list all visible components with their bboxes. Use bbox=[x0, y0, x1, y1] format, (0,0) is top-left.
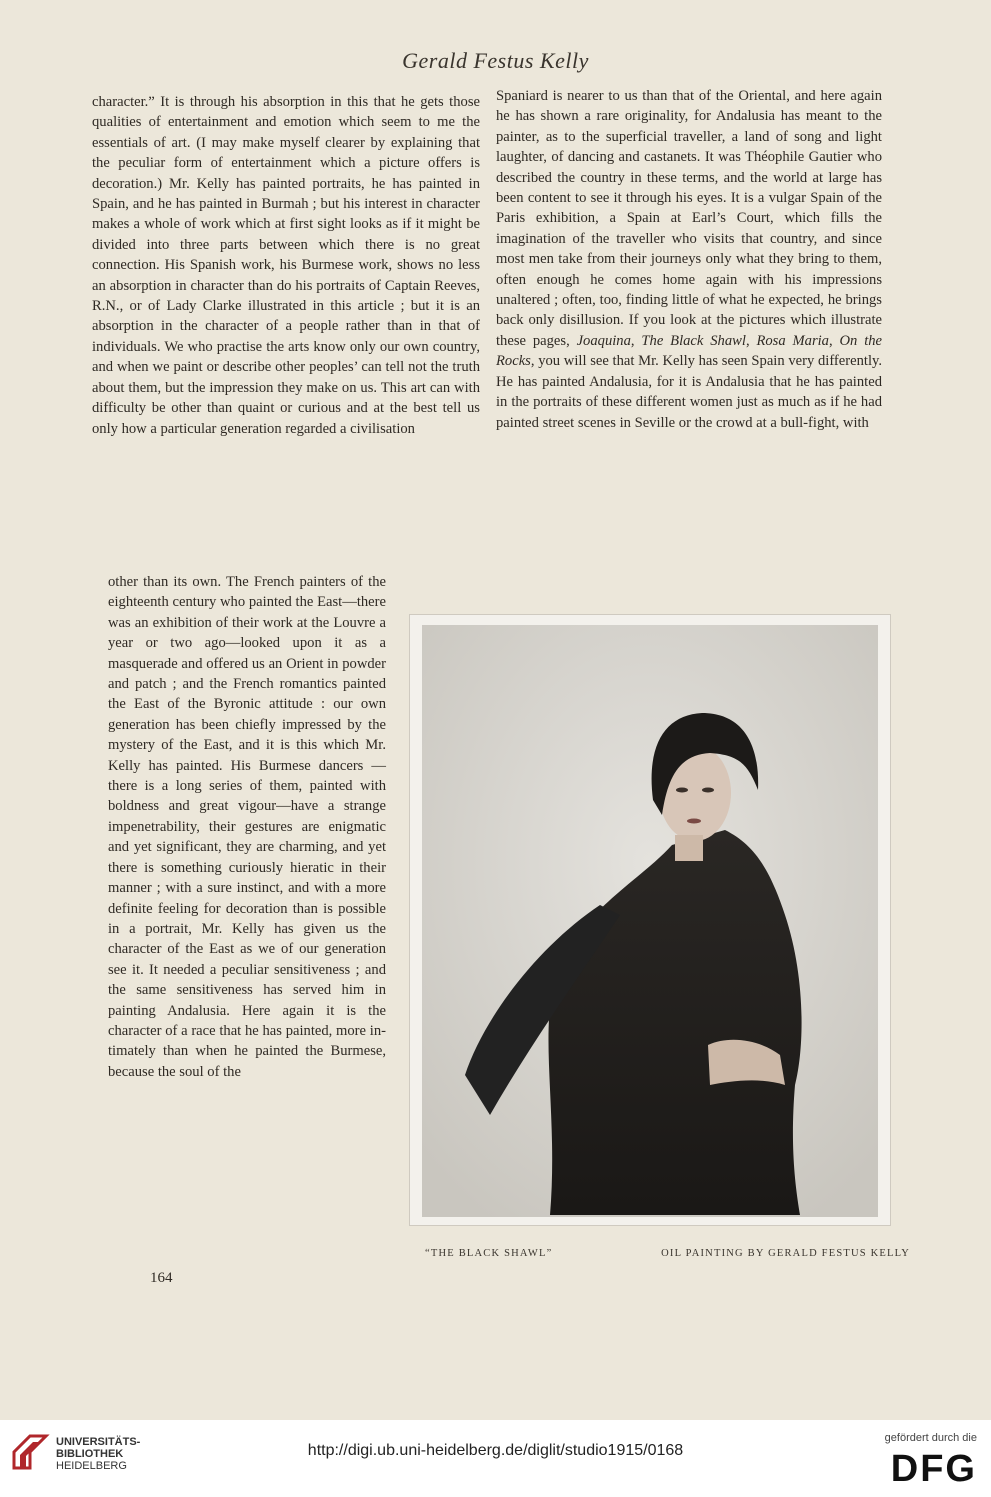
eye-left bbox=[676, 788, 688, 793]
library-name-line-1: UNIVERSITÄTS- bbox=[56, 1436, 141, 1448]
article-column-right bbox=[496, 86, 882, 433]
painting-title-on-the-rocks: On the Rocks bbox=[496, 332, 883, 370]
painting-title-black-shawl: The Black Shawl bbox=[641, 332, 746, 349]
caption-title: “THE BLACK SHAWL” bbox=[425, 1248, 553, 1259]
article-column-left-narrow bbox=[108, 572, 386, 1082]
running-title: Gerald Festus Kelly bbox=[402, 48, 589, 73]
article-column-left-top bbox=[92, 92, 480, 439]
paragraph-left-top: character.” It is through his absorption in this that he gets those qualities of entertainment and emotion which seem to me the essentials of art. (I may make myself clearer by explaining that the peculiar form of entertainment which a picture offers is decoration.) Mr. Kelly has painted portraits, he has painted in Spain, and he has painted in Burmah ; but his interest in character makes a whole of work which at first sight looks as if it might be divided into three parts between which there is no great connection. His Spanish work, his Burmese work, shows no less an absorption in character than do his portraits of Captain Reeves, R.N., or of Lady Clarke illustrated in this article ; but it is an absorption in the character of a people rather than in that of individuals. We who practise the arts know only our own country, and when we paint or describe other peoples’ can tell not the truth about them, but the impression they make on us. This art can with difficulty be other than quaint or curious and at the best tell us only how a particular generation regarded a civilisation bbox=[92, 94, 480, 437]
separator: , bbox=[828, 332, 840, 349]
page-number: 164 bbox=[150, 1270, 173, 1286]
separator: , bbox=[630, 332, 642, 349]
neck-shape bbox=[675, 835, 703, 861]
source-url-link[interactable]: http://digi.ub.uni-heidelberg.de/diglit/studio1915/0168 bbox=[307, 1442, 684, 1459]
library-name-line-3: HEIDELBERG bbox=[56, 1460, 127, 1472]
separator: , bbox=[745, 332, 757, 349]
painting-title-rosa-maria: Rosa Maria bbox=[756, 332, 829, 349]
paragraph-left-narrow: other than its own. The French painters of the eighteenth century who painted the East—there was an exhibition of their work at the Louvre a year or two ago—looked upon it as a masquerade and offered us an Orient in powder and patch ; and the French romantics painted the East of the Byronic attitude : our own generation has been chiefly impressed by the mystery of the East, and it is this which Mr. Kelly has painted. His Burmese dancers —there is a long series of them, painted with boldness and great vigour—have a strange impenetrability, their gestures are enigmatic and yet significant, they are charming, and yet there is something curiously hieratic in their manner ; with a sure instinct, and with a more definite feeling for decoration than is possible in a portrait, Mr. Kelly has given us the character of the East as we of our generation see it. It needed a peculiar sensitiveness ; and the same sensitiveness has served him in painting Andalusia. Here again it is the character of a race that he has painted, more intimately than when he painted the Burmese, because the soul of the bbox=[108, 574, 386, 1080]
library-name-line-2: BIBLIOTHEK bbox=[56, 1448, 124, 1460]
portrait-illustration bbox=[410, 615, 890, 1225]
plate-caption bbox=[425, 1248, 910, 1259]
text-right-post: , you will see that Mr. Kelly has seen Spain very differently. He has painted Andalusia, for it is Andalusia that he has painted in the portraits of these different women just as much as if he had painted street scenes in Seville or the crowd at a bull-fight, with bbox=[496, 353, 882, 431]
caption-credit: OIL PAINTING BY GERALD FESTUS KELLY bbox=[661, 1248, 910, 1259]
text-right-pre: Spaniard is nearer to us than that of the Oriental, and here again he has shown a rare originality, for Andalusia has meant to the painter, as to the superficial traveller, a land of song and light laughter, of dancing and castanets. It was Théophile Gautier who described the country in these terms, and the world at large has been content to see it through his eyes. It is a vulgar Spain of the Paris exhibition, a Spain at Earl’s Court, which fills the imagination of the traveller who visits that country, and since most men take from their journeys only what they bring to them, often enough he comes home again with his impressions unaltered ; often, too, finding little of what he expected, he brings back only disillusion. If you look at the pictures which illustrate these pages, bbox=[496, 88, 882, 349]
funding-note: gefördert durch die bbox=[884, 1432, 977, 1444]
eye-right bbox=[702, 788, 714, 793]
dfg-logo: DFG bbox=[890, 1448, 977, 1490]
lips bbox=[687, 819, 701, 824]
painting-title-joaquina: Joaquina bbox=[576, 332, 631, 349]
painting-plate-black-shawl bbox=[409, 614, 891, 1226]
paragraph-right bbox=[496, 86, 882, 433]
